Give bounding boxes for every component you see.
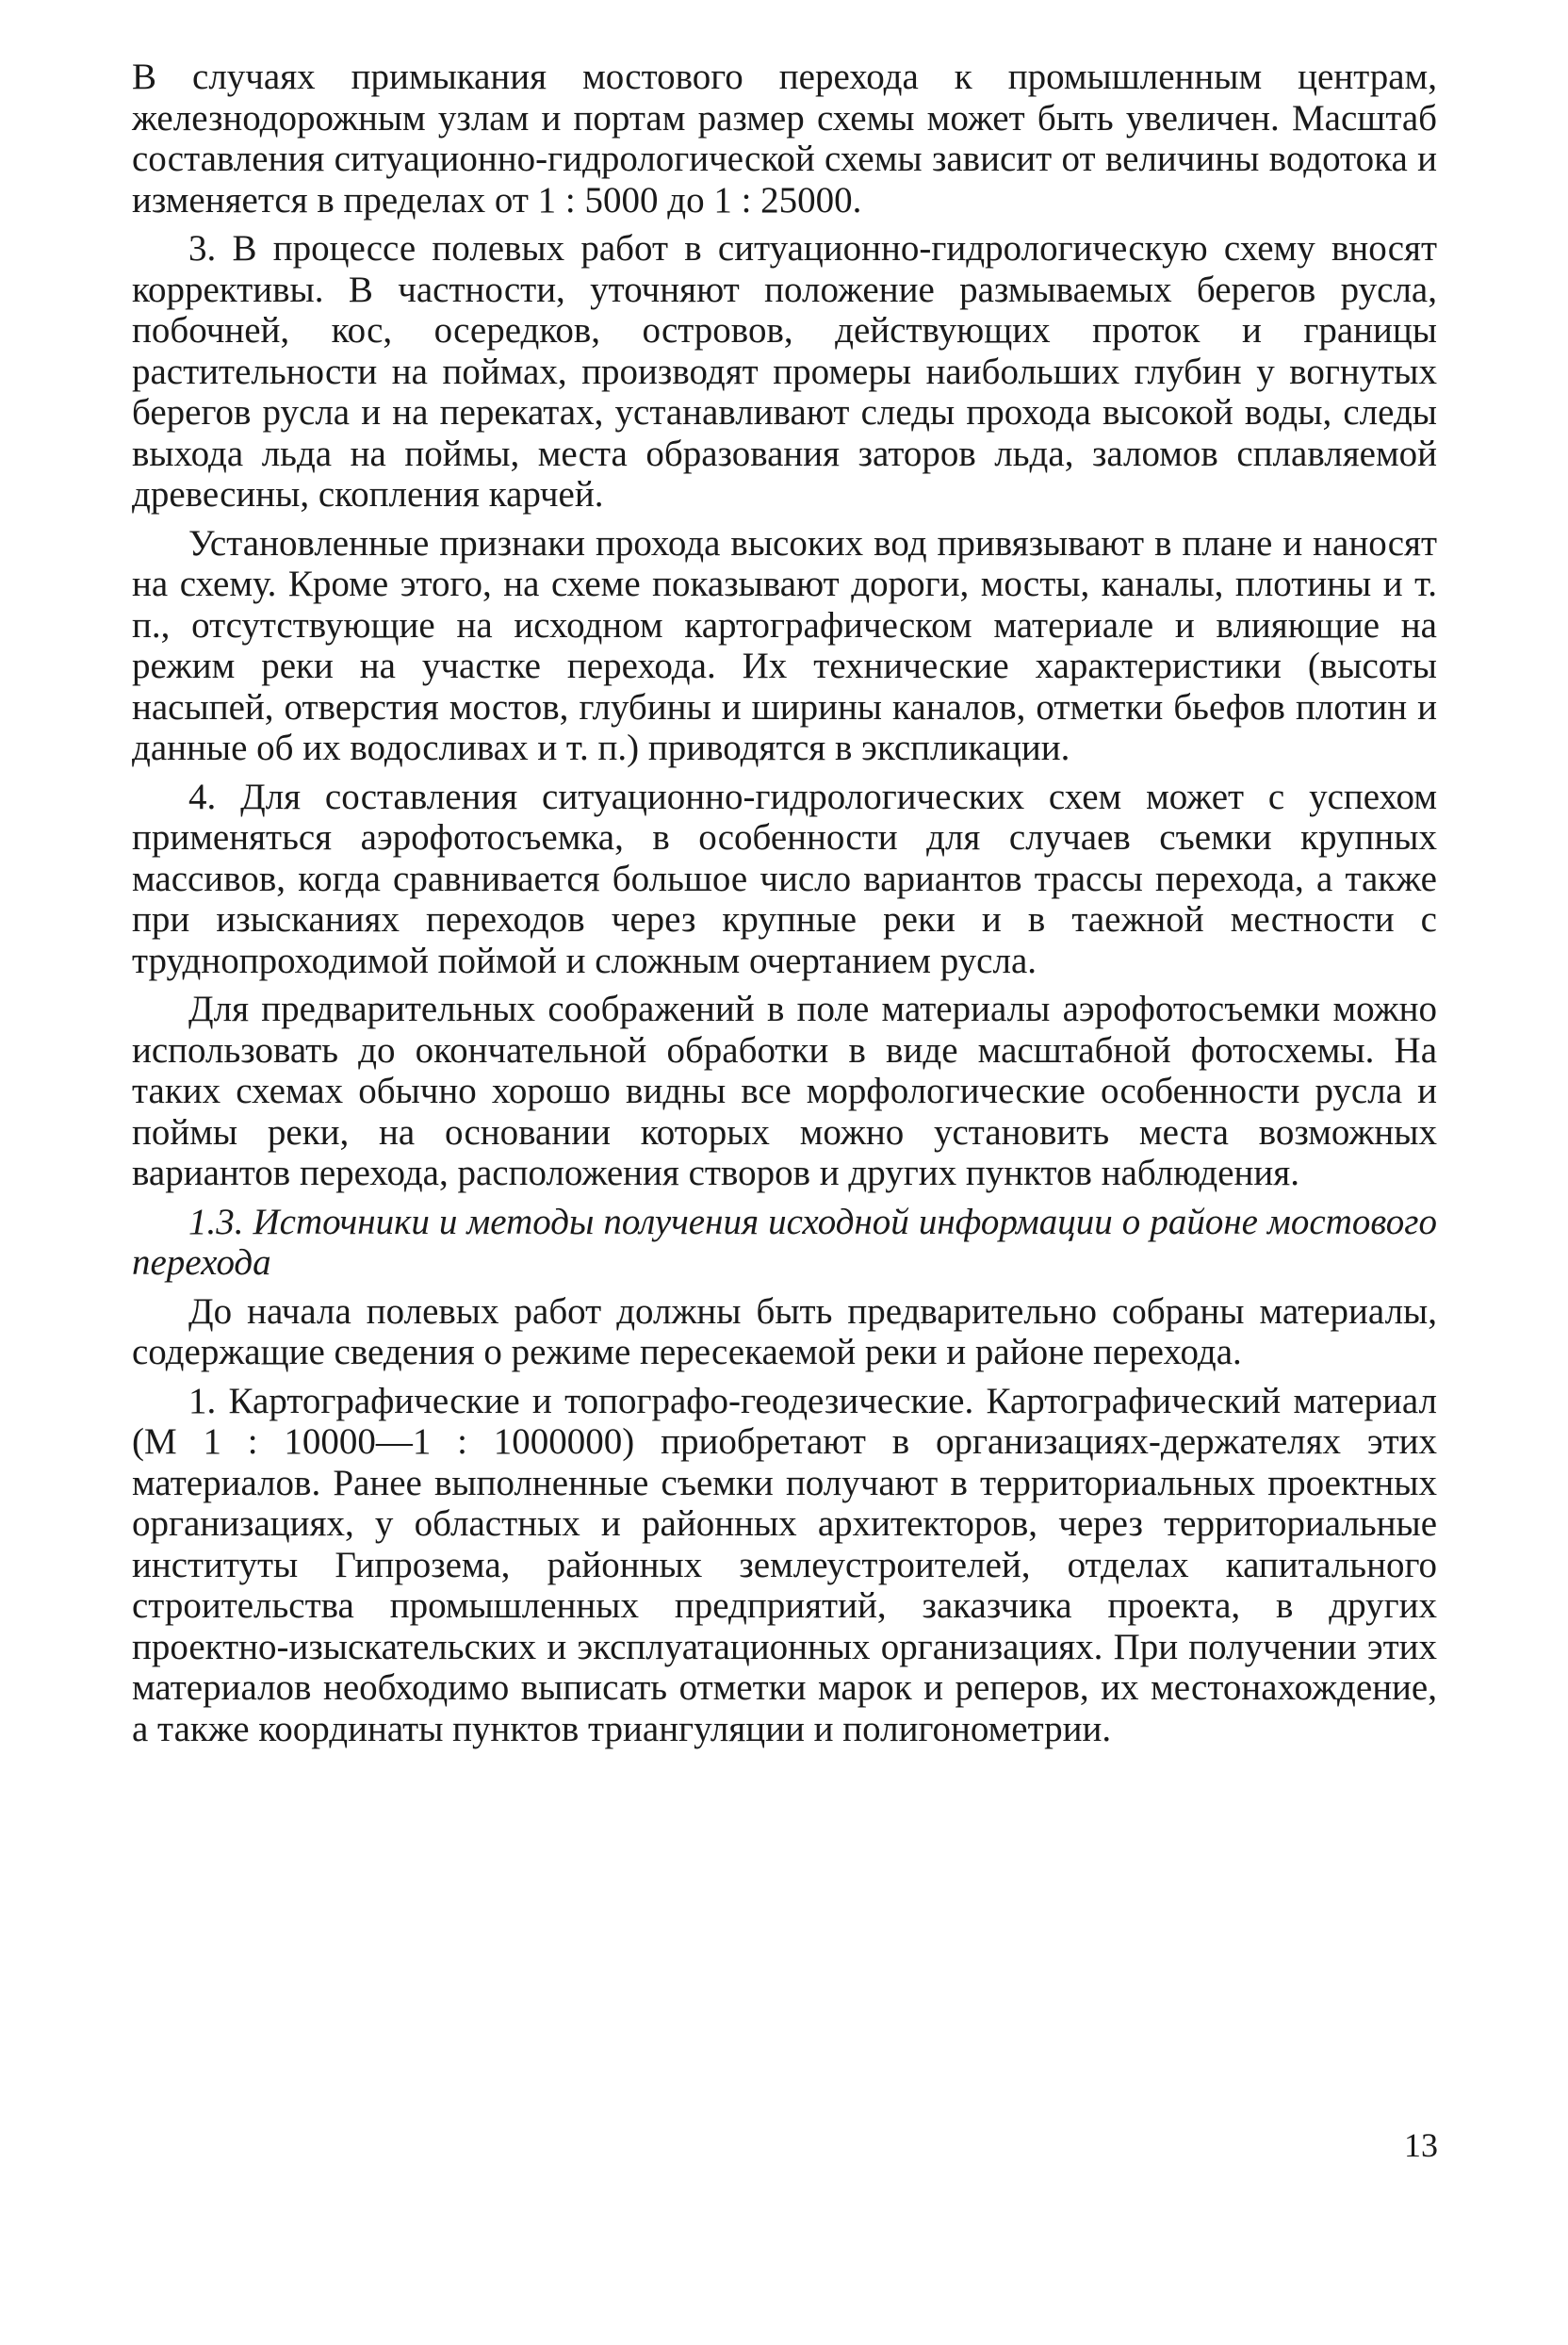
paragraph: Установленные признаки прохода высоких вод привязывают в плане и наносят на схему. Кроме этого, на схеме показывают дороги, мосты, каналы, плотины и т. п., отсутствующие на исходном картографическом материале и влияющие на режим реки на участке перехода. Их технические характеристики (высоты насыпей, отверстия мостов, глубины и ширины каналов, отметки бьефов плотин и данные об их водосливах и т. п.) приводятся в экспликации. [132,522,1437,768]
paragraph: В случаях примыкания мостового перехода к промышленным центрам, железнодорожным узлам и портам размер схемы может быть увеличен. Масштаб составления ситуационно-гидрологической схемы зависит от величины водотока и изменяется в пределах от 1 : 5000 до 1 : 25000. [132,57,1437,221]
paragraph: 4. Для составления ситуационно-гидрологических схем может с успехом применяться аэрофотосъемка, в особенности для случаев съемки крупных массивов, когда сравнивается большое число вариантов трассы перехода, а также при изысканиях переходов через крупные реки и в таежной местности с труднопроходимой поймой и сложным очертанием русла. [132,776,1437,981]
paragraph: 1. Картографические и топографо-геодезические. Картографический материал (М 1 : 10000—1 : 1000000) приобретают в организациях-держателях этих материалов. Ранее выполненные съемки получают в территориальных проектных организациях, у областных и районных архитекторов, через территориальные институты Гипрозема, районных землеустроителей, отделах капитального строительства промышленных предприятий, заказчика проекта, в других проектно-изыскательских и эксплуатационных организациях. При получении этих материалов необходимо выписать отметки марок и реперов, их местонахождение, а также координаты пунктов триангуляции и полигонометрии. [132,1380,1437,1749]
page-number: 13 [1404,2126,1438,2164]
paragraph: До начала полевых работ должны быть предварительно собраны материалы, содержащие сведения о режиме пересекаемой реки и районе перехода. [132,1290,1437,1372]
paragraph: Для предварительных соображений в поле материалы аэрофотосъемки можно использовать до окончательной обработки в виде масштабной фотосхемы. На таких схемах обычно хорошо видны все морфологические особенности русла и поймы реки, на основании которых можно установить места возможных вариантов перехода, расположения створов и других пунктов наблюдения. [132,989,1437,1193]
paragraph: 3. В процессе полевых работ в ситуационно-гидрологическую схему вносят коррективы. В частности, уточняют положение размываемых берегов русла, побочней, кос, осередков, островов, действующих проток и границы растительности на поймах, производят промеры наибольших глубин у вогнутых берегов русла и на перекатах, устанавливают следы прохода высокой воды, следы выхода льда на поймы, места образования заторов льда, заломов сплавляемой древесины, скопления карчей. [132,228,1437,515]
page-body [132,57,1437,1757]
section-heading: 1.3. Источники и методы получения исходной информации о районе мостового перехода [132,1201,1437,1283]
